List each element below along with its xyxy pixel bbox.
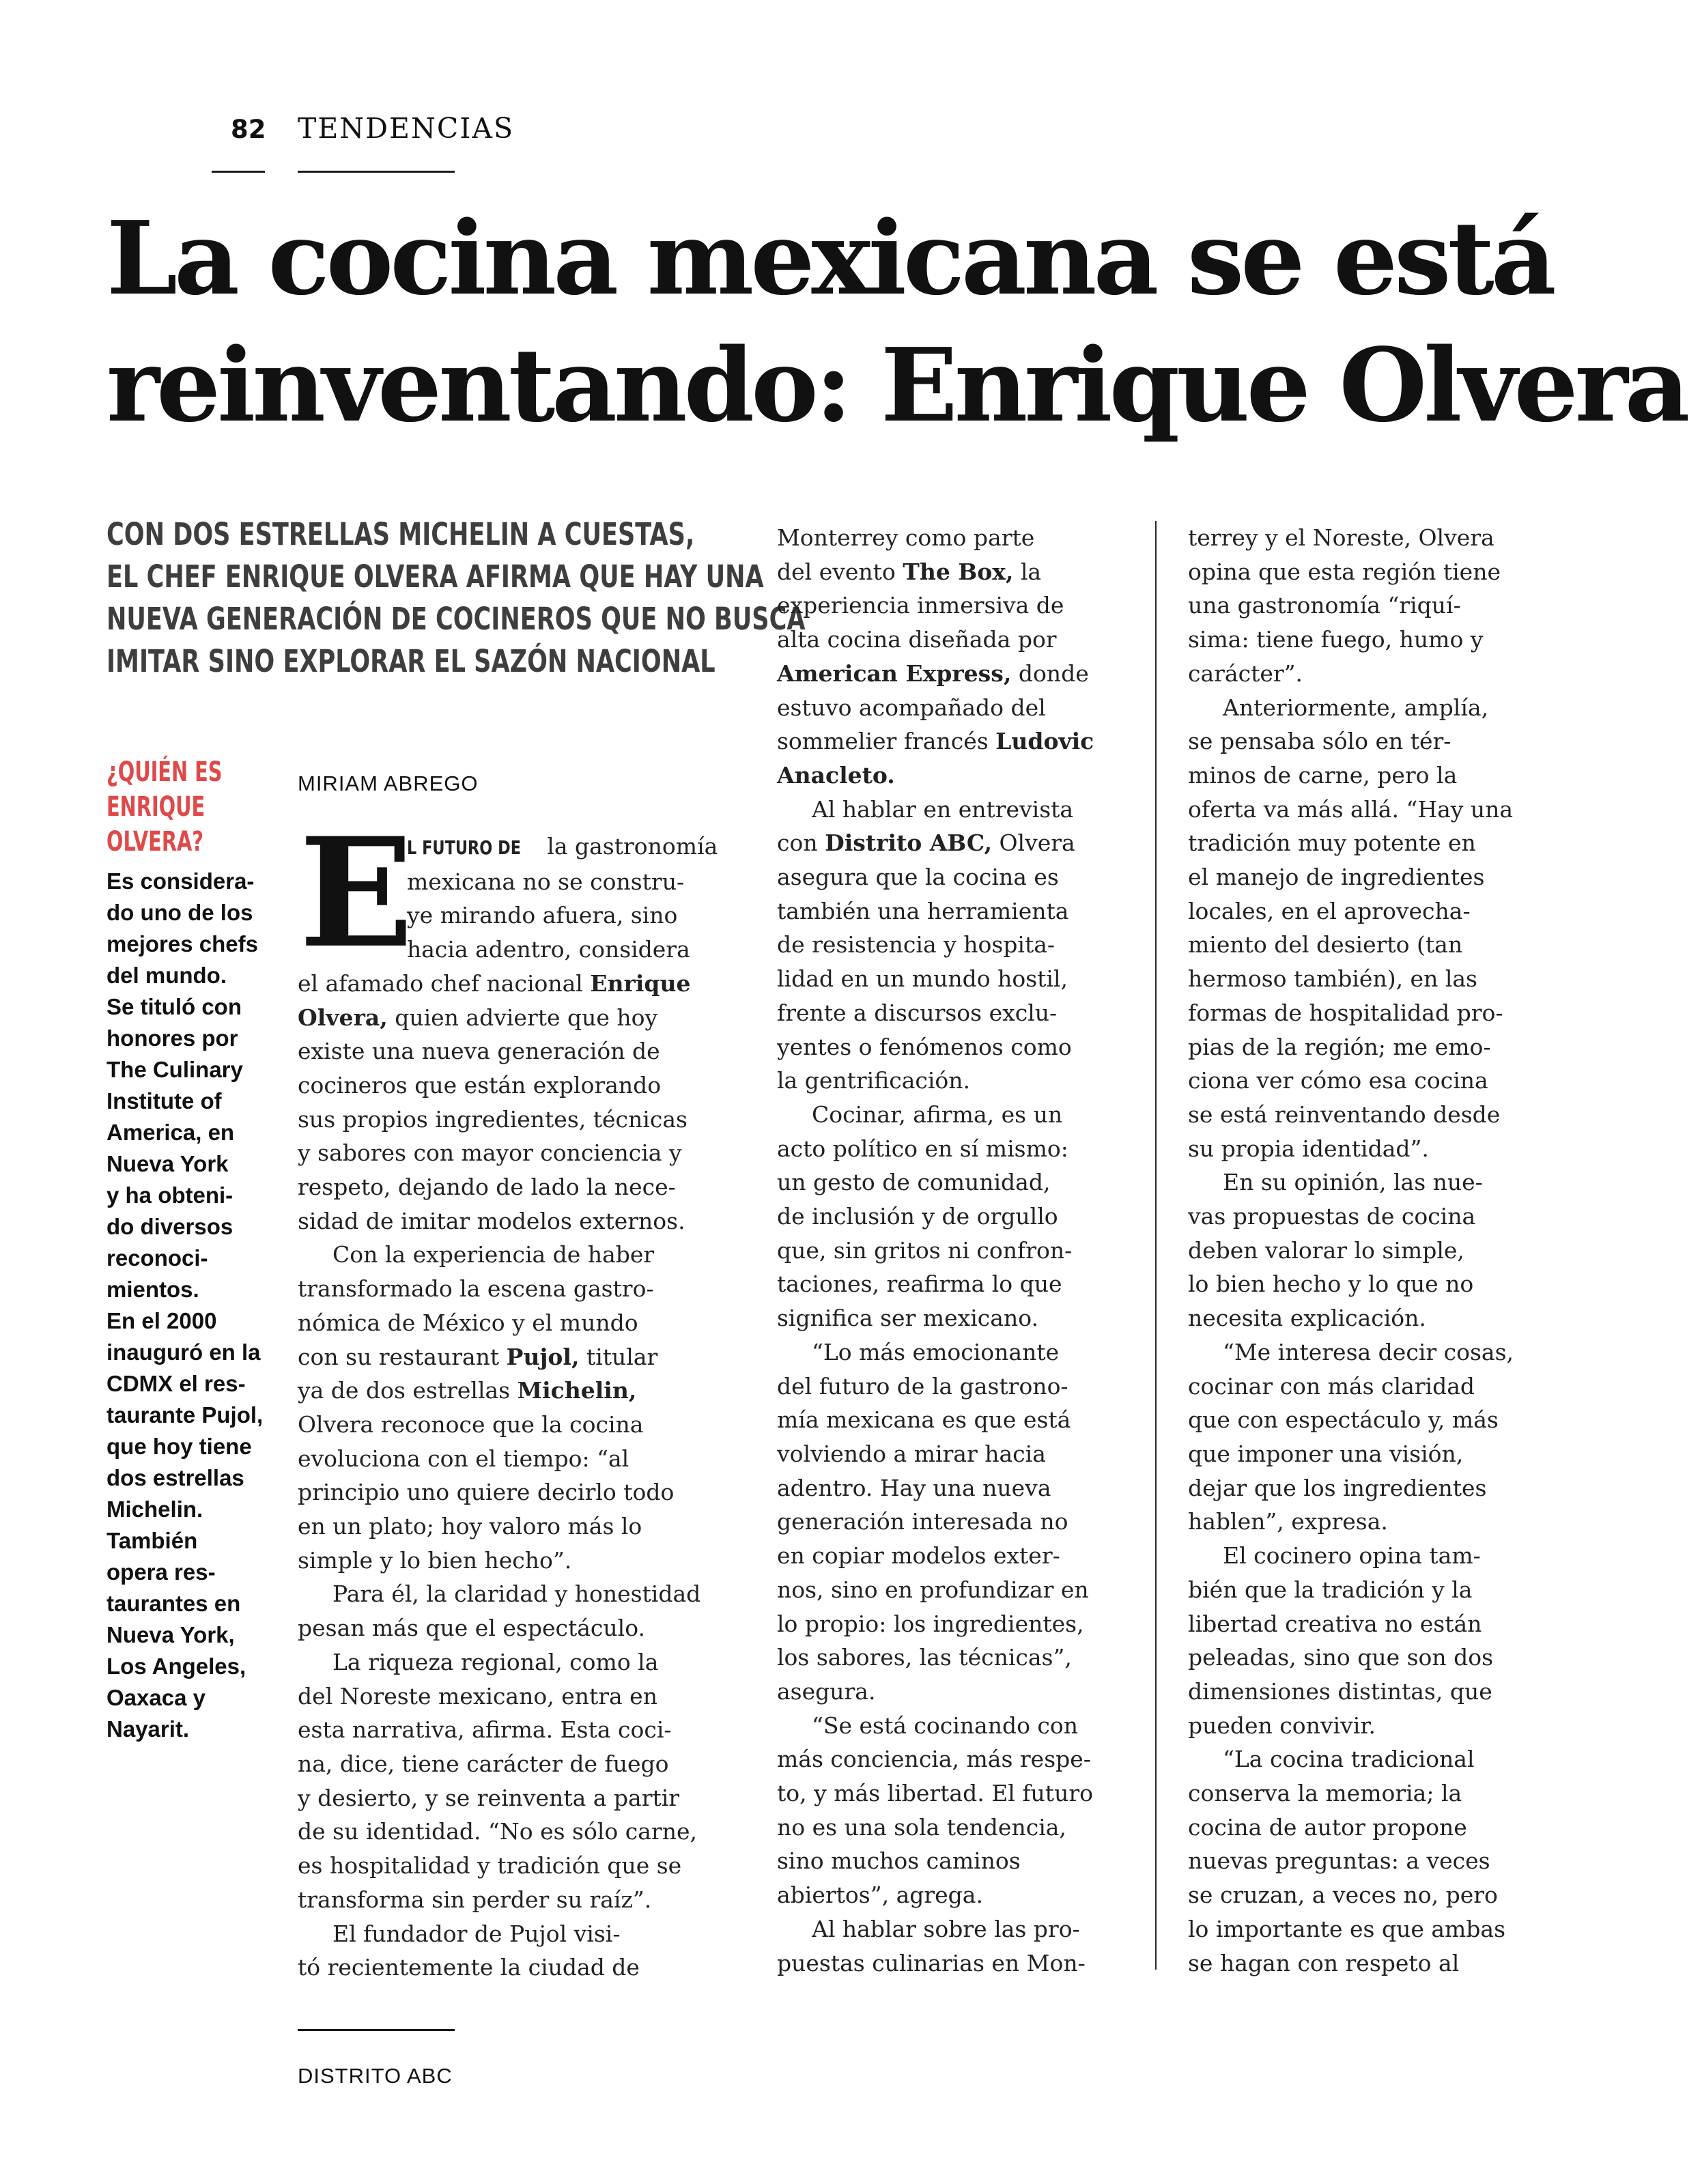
bold-name: Pujol, [506, 1343, 580, 1370]
text-line: tó recientemente la ciudad de [298, 1954, 640, 1981]
text-line: Para él, la claridad y honestidad [332, 1580, 701, 1608]
text-line: carácter”. [1188, 660, 1303, 687]
text-line: principio uno quiere decirlo todo [298, 1479, 675, 1506]
sidebar-body-line: taurantes en [107, 1591, 241, 1616]
footer-publication: DISTRITO ABC [298, 2064, 453, 2088]
text-line: pueden convivir. [1188, 1712, 1376, 1739]
article-column-1 [298, 829, 718, 1985]
text-line: tradición muy potente en [1188, 829, 1476, 857]
deck [107, 513, 806, 683]
sidebar-body-line: Michelin. [107, 1497, 203, 1522]
sidebar-body-line: taurante Pujol, [107, 1402, 264, 1428]
text-line: de su identidad. “No es sólo carne, [298, 1818, 697, 1845]
text-line: existe una nueva generación de [298, 1038, 660, 1065]
lead-in-caps: L FUTURO DE [407, 836, 522, 859]
sidebar-body-line: Los Angeles, [107, 1654, 246, 1679]
text-span: donde [1011, 660, 1089, 687]
text-line: transforma sin perder su raíz”. [298, 1886, 652, 1913]
article-column-2 [777, 521, 1094, 1980]
text-line: esta narrativa, afirma. Esta coci- [298, 1716, 672, 1744]
deck-line: IMITAR SINO EXPLORAR EL SAZÓN NACIONAL [107, 643, 716, 679]
text-line: Anteriormente, amplía, [1223, 694, 1489, 721]
sidebar-body-line: dos estrellas [107, 1465, 244, 1490]
bold-name: Ludovic [995, 728, 1094, 755]
sidebar-body-line: Se tituló con [107, 994, 242, 1019]
text-line [298, 829, 718, 865]
text-line: El fundador de Pujol visi- [332, 1920, 621, 1947]
text-span: sommelier francés [777, 728, 996, 755]
text-line: na, dice, tiene carácter de fuego [298, 1750, 669, 1777]
text-line: en copiar modelos exter- [777, 1542, 1060, 1570]
text-line: una gastronomía “riquí- [1188, 592, 1461, 619]
text-line: vas propuestas de cocina [1188, 1203, 1476, 1230]
text-line: su propia identidad”. [1188, 1135, 1429, 1162]
text-line: deben valorar lo simple, [1188, 1236, 1464, 1264]
text-line: lidad en un mundo hostil, [777, 965, 1068, 993]
sidebar-body-line: En el 2000 [107, 1308, 217, 1333]
sidebar-body-line: mientos. [107, 1277, 199, 1302]
deck-line: EL CHEF ENRIQUE OLVERA AFIRMA QUE HAY UNA [107, 558, 764, 595]
section-label: TENDENCIAS [298, 112, 515, 145]
section-rule [298, 171, 455, 173]
text-line: generación interesada no [777, 1508, 1068, 1535]
text-line: frente a discursos exclu- [777, 999, 1058, 1026]
text-line: hacia adentro, considera [407, 936, 690, 963]
sidebar-title-line: ENRIQUE [107, 791, 206, 823]
text-line: Al hablar sobre las pro- [812, 1915, 1080, 1942]
text-line: yentes o fenómenos como [777, 1033, 1072, 1060]
headline-line: La cocina mexicana se está [107, 199, 1553, 317]
sidebar-body-line: del mundo. [107, 963, 227, 988]
text-line: libertad creativa no están [1188, 1610, 1482, 1637]
text-span: del evento [777, 558, 903, 585]
text-line: pias de la región; me emo- [1188, 1033, 1491, 1060]
text-line: del Noreste mexicano, entra en [298, 1682, 657, 1710]
text-line: de resistencia y hospita- [777, 931, 1056, 959]
text-line: mexicana no se constru- [407, 868, 685, 895]
text-line: un gesto de comunidad, [777, 1169, 1051, 1196]
sidebar-body-line: CDMX el res- [107, 1371, 246, 1396]
text-line: volviendo a mirar hacia [777, 1440, 1046, 1467]
text-line: nuevas preguntas: a veces [1188, 1847, 1490, 1875]
text-line: los sabores, las técnicas”, [777, 1644, 1072, 1671]
text-line: oferta va más allá. “Hay una [1188, 795, 1514, 823]
text-line: lo propio: los ingredientes, [777, 1610, 1084, 1637]
text-line: El cocinero opina tam- [1223, 1542, 1481, 1570]
text-line: la gentrificación. [777, 1067, 971, 1094]
text-line: que imponer una visión, [1188, 1440, 1464, 1467]
text-line: dejar que los ingredientes [1188, 1474, 1487, 1501]
text-line: miento del desierto (tan [1188, 931, 1463, 959]
text-line: asegura que la cocina es [777, 864, 1059, 891]
sidebar-body [107, 866, 263, 1745]
text-line: locales, en el aprovecha- [1188, 897, 1471, 924]
text-line: asegura. [777, 1677, 876, 1705]
sidebar-body-line: The Culinary [107, 1057, 243, 1082]
text-line: opina que esta región tiene [1188, 558, 1501, 585]
text-line [777, 758, 1094, 793]
text-span: ya de dos estrellas [298, 1377, 518, 1404]
text-span: quien advierte que hoy [387, 1004, 658, 1031]
text-line: cocineros que están explorando [298, 1071, 662, 1098]
text-line: “La cocina tradicional [1223, 1746, 1475, 1773]
headline [107, 195, 1687, 449]
sidebar-title [107, 755, 223, 860]
byline: MIRIAM ABREGO [298, 771, 479, 795]
text-line: experiencia inmersiva de [777, 592, 1064, 619]
text-line: dimensiones distintas, que [1188, 1677, 1492, 1705]
sidebar-body-line: honores por [107, 1025, 238, 1051]
text-line: lo importante es que ambas [1188, 1915, 1506, 1942]
sidebar-body-line: Nueva York, [107, 1622, 235, 1647]
text-span: con [777, 829, 825, 857]
text-line: también una herramienta [777, 897, 1069, 924]
text-line: transformado la escena gastro- [298, 1275, 654, 1303]
text-line: que, sin gritos ni confron- [777, 1236, 1073, 1264]
text-span: la [1013, 558, 1042, 585]
text-line: simple y lo bien hecho”. [298, 1546, 572, 1574]
sidebar-body-line: Es considera- [107, 868, 255, 894]
text-line [777, 724, 1094, 758]
bold-name: Anacleto. [777, 761, 895, 789]
text-line: estuvo acompañado del [777, 694, 1046, 721]
sidebar-body-line: Nueva York [107, 1151, 229, 1176]
text-line: lo bien hecho y lo que no [1188, 1271, 1474, 1298]
deck-line: CON DOS ESTRELLAS MICHELIN A CUESTAS, [107, 516, 695, 552]
sidebar-body-line: mejores chefs [107, 931, 258, 956]
bold-name: Enrique [590, 969, 691, 997]
sidebar-body-line: reconoci- [107, 1245, 208, 1271]
text-line: que con espectáculo y, más [1188, 1406, 1499, 1434]
text-line: sidad de imitar modelos externos. [298, 1207, 685, 1234]
text-line: to, y más libertad. El futuro [777, 1780, 1093, 1807]
text-line: más conciencia, más respe- [777, 1746, 1091, 1773]
sidebar-body-line: y ha obteni- [107, 1182, 233, 1208]
text-line: Monterrey como parte [777, 524, 1035, 551]
bold-name: Michelin, [517, 1377, 637, 1404]
text-line: se pensaba sólo en tér- [1188, 728, 1451, 755]
text-line: y sabores con mayor conciencia y [298, 1139, 682, 1167]
bold-name: The Box, [903, 558, 1014, 585]
bold-name: Distrito ABC, [825, 829, 993, 857]
text-span: el afamado chef nacional [298, 969, 591, 997]
sidebar-body-line: Oaxaca y [107, 1685, 206, 1710]
text-line: conserva la memoria; la [1188, 1780, 1462, 1807]
text-line: minos de carne, pero la [1188, 761, 1458, 789]
deck-line: NUEVA GENERACIÓN DE COCINEROS QUE NO BUSCA [107, 601, 806, 637]
text-line: Cocinar, afirma, es un [812, 1101, 1063, 1128]
text-line: cocinar con más claridad [1188, 1372, 1475, 1400]
text-span: Olvera [992, 829, 1075, 857]
text-line: cocina de autor propone [1188, 1813, 1467, 1841]
text-line: Con la experiencia de haber [332, 1241, 655, 1268]
page-number-rule [212, 171, 265, 173]
text-line: La riqueza regional, como la [332, 1648, 659, 1675]
text-line: es hospitalidad y tradición que se [298, 1852, 682, 1880]
text-line: sus propios ingredientes, técnicas [298, 1105, 688, 1133]
text-line: nómica de México y el mundo [298, 1309, 638, 1336]
sidebar-body-line: do uno de los [107, 900, 253, 925]
text-line: terrey y el Noreste, Olvera [1188, 524, 1494, 551]
text-line: abiertos”, agrega. [777, 1882, 983, 1909]
text-line [298, 1340, 718, 1374]
page-number: 82 [231, 115, 266, 144]
text-line: Al hablar en entrevista [812, 795, 1074, 823]
text-line: ye mirando afuera, sino [407, 902, 678, 929]
text-line: el manejo de ingredientes [1188, 864, 1485, 891]
sidebar-body-line: do diversos [107, 1214, 233, 1239]
text-line: mía mexicana es que está [777, 1406, 1071, 1434]
text-line: se cruzan, a veces no, pero [1188, 1882, 1498, 1909]
text-line [777, 826, 1094, 860]
text-line: bién que la tradición y la [1188, 1576, 1473, 1603]
text-line: se hagan con respeto al [1188, 1949, 1460, 1976]
text-line: hermoso también), en las [1188, 965, 1477, 993]
text-line: peleadas, sino que son dos [1188, 1644, 1494, 1671]
sidebar-body-line: opera res- [107, 1559, 216, 1585]
sidebar-body-line: inauguró en la [107, 1339, 261, 1365]
bold-name: American Express, [777, 660, 1012, 687]
text-line: se está reinventando desde [1188, 1101, 1501, 1128]
text-line [298, 1374, 718, 1408]
text-line: nos, sino en profundizar en [777, 1576, 1089, 1603]
sidebar-title-line: OLVERA? [107, 826, 204, 857]
drop-cap: E [299, 804, 414, 981]
bold-name: Olvera, [298, 1004, 388, 1031]
text-line: sima: tiene fuego, humo y [1188, 626, 1484, 653]
sidebar-body-line: También [107, 1528, 198, 1553]
text-line: Olvera reconoce que la cocina [298, 1410, 644, 1438]
text-line: evoluciona con el tiempo: “al [298, 1445, 629, 1472]
text-line [777, 657, 1094, 691]
sidebar-body-line: Institute of [107, 1088, 222, 1114]
text-line: hablen”, expresa. [1188, 1508, 1388, 1535]
text-line: “Me interesa decir cosas, [1223, 1338, 1514, 1365]
text-line: ciona ver cómo esa cocina [1188, 1067, 1488, 1094]
text-span: la gastronomía [547, 833, 718, 860]
text-line: adentro. Hay una nueva [777, 1474, 1051, 1501]
sidebar-body-line: que hoy tiene [107, 1434, 252, 1459]
text-line: no es una sola tendencia, [777, 1813, 1066, 1841]
text-line: de inclusión y de orgullo [777, 1203, 1058, 1230]
text-line: y desierto, y se reinventa a partir [298, 1784, 680, 1811]
text-line: alta cocina diseñada por [777, 626, 1057, 653]
footer-rule [298, 2029, 455, 2031]
sidebar-body-line: Nayarit. [107, 1716, 190, 1742]
text-line: significa ser mexicano. [777, 1305, 1038, 1332]
text-line: pesan más que el espectáculo. [298, 1615, 645, 1642]
text-line: “Se está cocinando con [812, 1712, 1079, 1739]
text-line: respeto, dejando de lado la nece- [298, 1174, 676, 1201]
text-line [298, 967, 718, 1001]
headline-line: reinventando: Enrique Olvera [107, 326, 1687, 444]
text-line: acto político en sí mismo: [777, 1135, 1068, 1162]
text-line: sino muchos caminos [777, 1847, 1021, 1875]
text-line: del futuro de la gastrono- [777, 1372, 1068, 1400]
text-line: taciones, reafirma lo que [777, 1271, 1062, 1298]
text-line [777, 555, 1094, 589]
column-divider [1155, 521, 1157, 1970]
text-line: necesita explicación. [1188, 1305, 1426, 1332]
sidebar-title-line: ¿QUIÉN ES [107, 756, 223, 788]
text-line: puestas culinarias en Mon- [777, 1949, 1086, 1976]
text-line: En su opinión, las nue- [1223, 1169, 1483, 1196]
article-column-3 [1188, 521, 1514, 1980]
text-line: formas de hospitalidad pro- [1188, 999, 1503, 1026]
text-span: con su restaurant [298, 1343, 507, 1370]
text-line: “Lo más emocionante [812, 1338, 1060, 1365]
text-line: en un plato; hoy valoro más lo [298, 1513, 642, 1540]
sidebar-body-line: America, en [107, 1120, 235, 1145]
text-span: titular [579, 1343, 658, 1370]
text-line [298, 1001, 718, 1035]
